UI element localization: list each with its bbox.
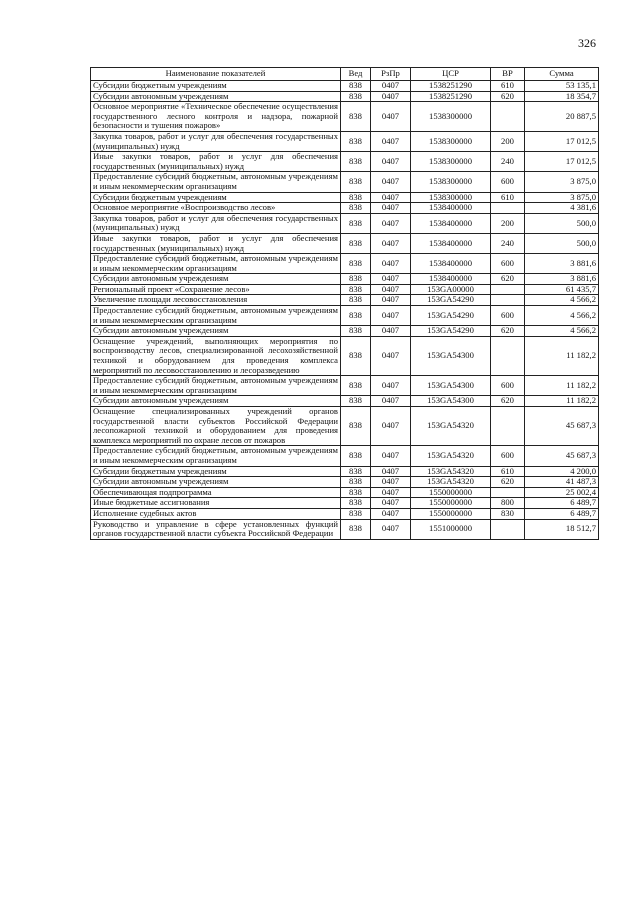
cell-sum: 17 012,5 [525,152,599,172]
table-row [91,446,599,466]
cell-name: Региональный проект «Сохранение лесов» [91,284,341,295]
cell-vr: 600 [491,446,525,466]
cell-rzpr: 0407 [371,498,411,509]
cell-vr [491,519,525,539]
header-sum: Сумма [525,68,599,81]
cell-rzpr: 0407 [371,466,411,477]
cell-name: Предоставление субсидий бюджетным, автономным учреждениям и иным некоммерческим организациям [91,172,341,192]
table-row [91,172,599,192]
table-row [91,102,599,132]
cell-name: Основное мероприятие «Техническое обеспечение осуществления государственного лесного контроля и надзора, пожарной безопасности и тушения пожаров» [91,102,341,132]
cell-rzpr: 0407 [371,508,411,519]
cell-vr [491,336,525,375]
cell-sum: 500,0 [525,213,599,233]
cell-rzpr: 0407 [371,396,411,407]
table-row [91,306,599,326]
budget-table [90,67,599,540]
table-row [91,213,599,233]
table-row [91,336,599,375]
table-row [91,152,599,172]
cell-csr: 153GA54290 [411,306,491,326]
cell-name: Субсидии бюджетным учреждениям [91,81,341,92]
cell-name: Субсидии автономным учреждениям [91,477,341,488]
cell-sum: 500,0 [525,233,599,253]
cell-name: Субсидии автономным учреждениям [91,91,341,102]
header-vr: ВР [491,68,525,81]
cell-ved: 838 [341,396,371,407]
cell-name: Субсидии бюджетным учреждениям [91,466,341,477]
cell-ved: 838 [341,498,371,509]
cell-sum: 53 135,1 [525,81,599,92]
cell-csr: 1538400000 [411,203,491,214]
cell-name: Иные бюджетные ассигнования [91,498,341,509]
cell-rzpr: 0407 [371,213,411,233]
cell-csr: 1538251290 [411,91,491,102]
cell-name: Основное мероприятие «Воспроизводство лесов» [91,203,341,214]
cell-vr [491,102,525,132]
cell-vr: 240 [491,152,525,172]
cell-sum: 4 566,2 [525,306,599,326]
cell-csr: 153GA54300 [411,396,491,407]
header-name: Наименование показателей [91,68,341,81]
cell-csr: 1538300000 [411,131,491,151]
cell-ved: 838 [341,446,371,466]
cell-ved: 838 [341,233,371,253]
cell-ved: 838 [341,326,371,337]
cell-vr: 600 [491,254,525,274]
cell-ved: 838 [341,466,371,477]
cell-csr: 153GA00000 [411,284,491,295]
table-row [91,284,599,295]
cell-vr [491,295,525,306]
cell-ved: 838 [341,91,371,102]
cell-vr: 240 [491,233,525,253]
cell-name: Закупка товаров, работ и услуг для обеспечения государственных (муниципальных) нужд [91,213,341,233]
cell-vr [491,487,525,498]
cell-rzpr: 0407 [371,326,411,337]
cell-rzpr: 0407 [371,284,411,295]
header-rzpr: РзПр [371,68,411,81]
cell-rzpr: 0407 [371,131,411,151]
cell-name: Предоставление субсидий бюджетным, автономным учреждениям и иным некоммерческим организациям [91,306,341,326]
cell-sum: 4 566,2 [525,295,599,306]
cell-rzpr: 0407 [371,306,411,326]
cell-sum: 3 881,6 [525,254,599,274]
table-row [91,203,599,214]
cell-csr: 153GA54300 [411,376,491,396]
cell-sum: 4 381,6 [525,203,599,214]
cell-ved: 838 [341,152,371,172]
cell-rzpr: 0407 [371,274,411,285]
cell-vr: 620 [491,91,525,102]
cell-ved: 838 [341,102,371,132]
table-row [91,508,599,519]
cell-name: Субсидии автономным учреждениям [91,326,341,337]
header-csr: ЦСР [411,68,491,81]
table-row [91,254,599,274]
cell-sum: 25 002,4 [525,487,599,498]
cell-rzpr: 0407 [371,192,411,203]
cell-ved: 838 [341,519,371,539]
cell-rzpr: 0407 [371,81,411,92]
cell-ved: 838 [341,284,371,295]
table-row [91,326,599,337]
cell-sum: 11 182,2 [525,396,599,407]
cell-sum: 11 182,2 [525,376,599,396]
cell-sum: 3 875,0 [525,172,599,192]
cell-rzpr: 0407 [371,91,411,102]
cell-vr: 800 [491,498,525,509]
table-row [91,274,599,285]
cell-rzpr: 0407 [371,407,411,446]
cell-vr [491,284,525,295]
cell-sum: 4 200,0 [525,466,599,477]
cell-ved: 838 [341,295,371,306]
cell-name: Исполнение судебных актов [91,508,341,519]
table-row [91,81,599,92]
cell-csr: 1538400000 [411,254,491,274]
cell-csr: 1538300000 [411,152,491,172]
cell-ved: 838 [341,376,371,396]
cell-csr: 153GA54290 [411,326,491,337]
cell-ved: 838 [341,172,371,192]
cell-rzpr: 0407 [371,446,411,466]
cell-ved: 838 [341,213,371,233]
cell-vr: 620 [491,274,525,285]
cell-sum: 20 887,5 [525,102,599,132]
cell-rzpr: 0407 [371,336,411,375]
cell-name: Иные закупки товаров, работ и услуг для обеспечения государственных (муниципальных) нужд [91,152,341,172]
cell-csr: 1538400000 [411,274,491,285]
cell-sum: 61 435,7 [525,284,599,295]
cell-sum: 41 487,3 [525,477,599,488]
cell-name: Субсидии бюджетным учреждениям [91,192,341,203]
cell-ved: 838 [341,81,371,92]
cell-ved: 838 [341,407,371,446]
cell-csr: 1551000000 [411,519,491,539]
cell-sum: 3 881,6 [525,274,599,285]
cell-rzpr: 0407 [371,376,411,396]
cell-sum: 4 566,2 [525,326,599,337]
cell-name: Иные закупки товаров, работ и услуг для обеспечения государственных (муниципальных) нужд [91,233,341,253]
cell-csr: 1538400000 [411,233,491,253]
table-row [91,498,599,509]
cell-ved: 838 [341,203,371,214]
cell-vr [491,407,525,446]
table-header-row [91,68,599,81]
cell-sum: 17 012,5 [525,131,599,151]
table-row [91,407,599,446]
table-row [91,192,599,203]
cell-rzpr: 0407 [371,519,411,539]
cell-vr: 620 [491,326,525,337]
cell-csr: 153GA54290 [411,295,491,306]
cell-ved: 838 [341,336,371,375]
cell-rzpr: 0407 [371,295,411,306]
table-row [91,233,599,253]
cell-sum: 3 875,0 [525,192,599,203]
cell-sum: 11 182,2 [525,336,599,375]
cell-vr: 600 [491,306,525,326]
cell-sum: 45 687,3 [525,407,599,446]
cell-rzpr: 0407 [371,477,411,488]
cell-csr: 1550000000 [411,487,491,498]
cell-rzpr: 0407 [371,233,411,253]
table-row [91,519,599,539]
cell-vr: 620 [491,477,525,488]
cell-vr: 610 [491,192,525,203]
cell-name: Субсидии автономным учреждениям [91,396,341,407]
cell-vr: 600 [491,172,525,192]
cell-ved: 838 [341,192,371,203]
cell-ved: 838 [341,254,371,274]
cell-rzpr: 0407 [371,254,411,274]
cell-name: Оснащение учреждений, выполняющих мероприятия по воспроизводству лесов, специализированной лесохозяйственной техникой и оборудованием для проведения комплекса мероприятий по лесовосстановлению и лесоразведению [91,336,341,375]
cell-csr: 153GA54320 [411,466,491,477]
cell-rzpr: 0407 [371,172,411,192]
cell-vr: 200 [491,131,525,151]
cell-ved: 838 [341,274,371,285]
cell-vr: 200 [491,213,525,233]
cell-vr: 610 [491,466,525,477]
table-row [91,477,599,488]
cell-name: Руководство и управление в сфере установленных функций органов государственной власти субъекта Российской Федерации [91,519,341,539]
page-number: 326 [578,36,596,50]
cell-csr: 1550000000 [411,508,491,519]
cell-name: Предоставление субсидий бюджетным, автономным учреждениям и иным некоммерческим организациям [91,446,341,466]
cell-csr: 153GA54300 [411,336,491,375]
cell-csr: 1538251290 [411,81,491,92]
cell-name: Обеспечивающая подпрограмма [91,487,341,498]
cell-csr: 1538400000 [411,213,491,233]
cell-csr: 1550000000 [411,498,491,509]
cell-ved: 838 [341,487,371,498]
cell-name: Закупка товаров, работ и услуг для обеспечения государственных (муниципальных) нужд [91,131,341,151]
table-row [91,295,599,306]
cell-sum: 6 489,7 [525,508,599,519]
cell-name: Предоставление субсидий бюджетным, автономным учреждениям и иным некоммерческим организациям [91,376,341,396]
cell-ved: 838 [341,131,371,151]
cell-name: Увеличение площади лесовосстановления [91,295,341,306]
header-ved: Вед [341,68,371,81]
cell-ved: 838 [341,477,371,488]
cell-sum: 6 489,7 [525,498,599,509]
cell-csr: 1538300000 [411,192,491,203]
cell-vr: 620 [491,396,525,407]
cell-rzpr: 0407 [371,203,411,214]
table-row [91,466,599,477]
cell-csr: 1538300000 [411,102,491,132]
cell-vr [491,203,525,214]
table-body [91,81,599,540]
table-row [91,487,599,498]
cell-ved: 838 [341,508,371,519]
cell-sum: 18 354,7 [525,91,599,102]
cell-vr: 600 [491,376,525,396]
cell-ved: 838 [341,306,371,326]
cell-name: Оснащение специализированных учреждений органов государственной власти субъектов Российской Федерации лесопожарной техникой и оборудованием для проведения комплекса мероприятий по охране лесов от пожаров [91,407,341,446]
table-row [91,396,599,407]
cell-csr: 153GA54320 [411,446,491,466]
cell-sum: 18 512,7 [525,519,599,539]
cell-rzpr: 0407 [371,487,411,498]
table-row [91,91,599,102]
table-row [91,376,599,396]
cell-name: Субсидии автономным учреждениям [91,274,341,285]
cell-vr: 830 [491,508,525,519]
cell-sum: 45 687,3 [525,446,599,466]
cell-vr: 610 [491,81,525,92]
cell-csr: 1538300000 [411,172,491,192]
cell-rzpr: 0407 [371,152,411,172]
cell-name: Предоставление субсидий бюджетным, автономным учреждениям и иным некоммерческим организациям [91,254,341,274]
cell-csr: 153GA54320 [411,407,491,446]
cell-rzpr: 0407 [371,102,411,132]
table-row [91,131,599,151]
cell-csr: 153GA54320 [411,477,491,488]
